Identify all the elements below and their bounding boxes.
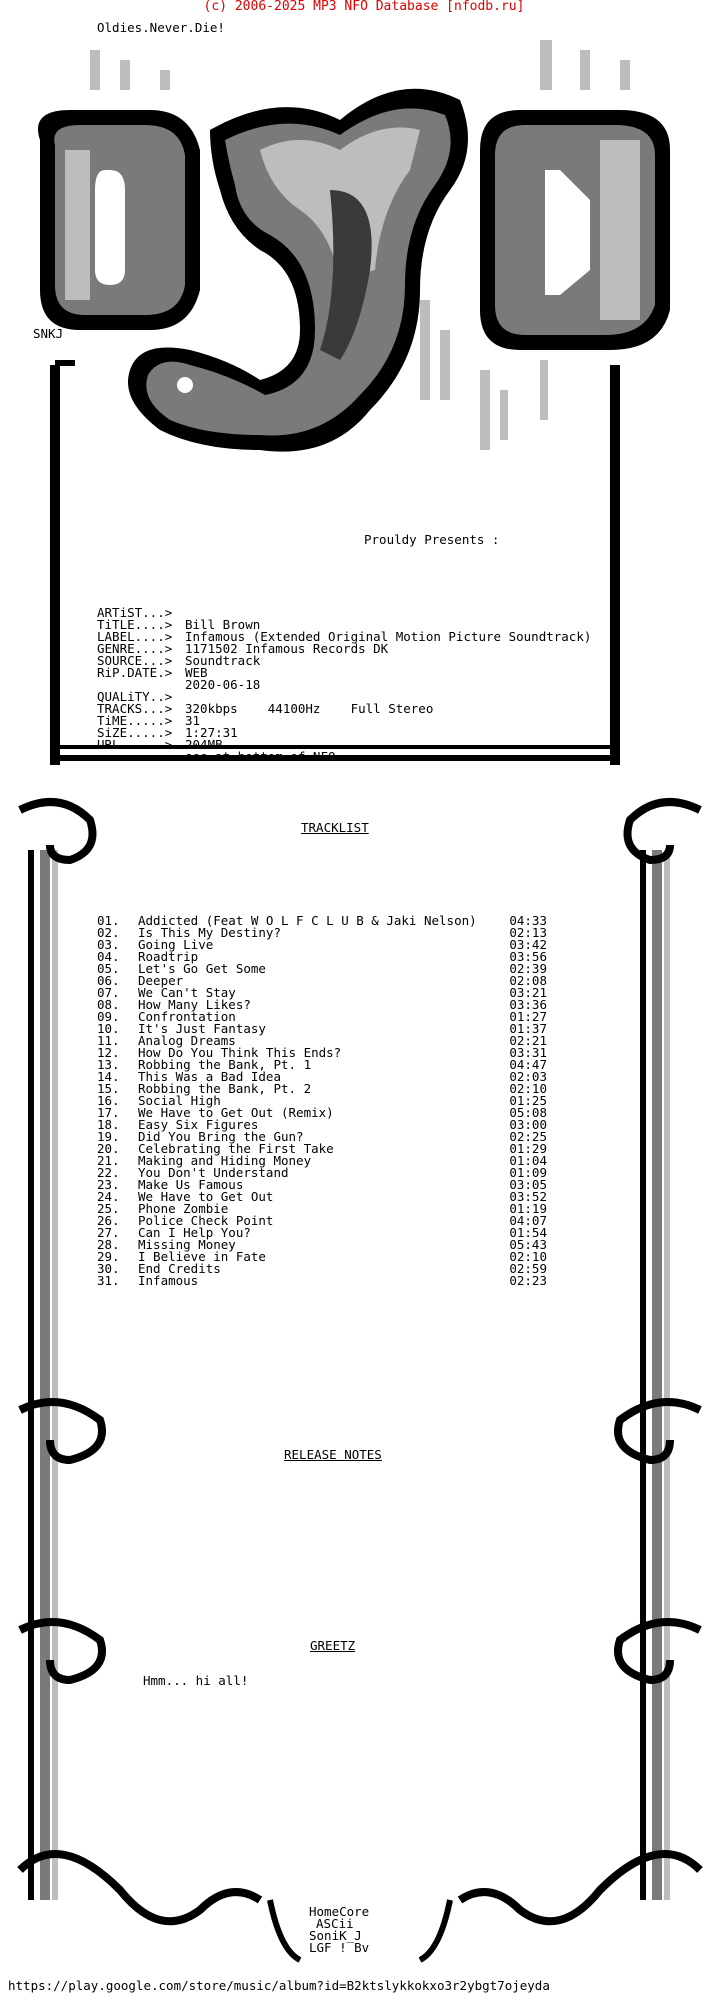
track-title: Going Live	[138, 937, 214, 952]
track-title: We Have to Get Out	[138, 1189, 274, 1204]
track-number: 19.	[97, 1129, 120, 1144]
track-title: Phone Zombie	[138, 1201, 229, 1216]
info-key: TiME.....>	[97, 713, 173, 728]
track-time: 04:07	[509, 1213, 547, 1228]
track-number: 06.	[97, 973, 120, 988]
info-value: Infamous (Extended Original Motion Picture Soundtrack)	[185, 629, 592, 644]
track-time: 01:09	[509, 1165, 547, 1180]
info-key: RiP.DATE.>	[97, 665, 173, 680]
track-time: 02:08	[509, 973, 547, 988]
track-time: 02:13	[509, 925, 547, 940]
track-time: 02:03	[509, 1069, 547, 1084]
info-key: TiTLE....>	[97, 617, 173, 632]
credit-line: ASCii	[316, 1916, 354, 1931]
info-key: SiZE.....>	[97, 725, 173, 740]
info-key: GENRE....>	[97, 641, 173, 656]
track-number: 02.	[97, 925, 120, 940]
track-row	[97, 1275, 547, 1287]
section-greetz: GREETZ	[310, 1638, 356, 1653]
nfodb-credit: (c) 2006-2025 MP3 NFO Database [nfodb.ru]	[203, 0, 525, 14]
track-number: 31.	[97, 1273, 120, 1288]
track-time: 02:10	[509, 1249, 547, 1264]
track-title: Did You Bring the Gun?	[138, 1129, 304, 1144]
track-number: 07.	[97, 985, 120, 1000]
track-title: Let's Go Get Some	[138, 961, 266, 976]
track-time: 03:56	[509, 949, 547, 964]
track-number: 22.	[97, 1165, 120, 1180]
track-title: How Many Likes?	[138, 997, 251, 1012]
track-title: I Believe in Fate	[138, 1249, 266, 1264]
track-time: 03:05	[509, 1177, 547, 1192]
info-key: TRACKS...>	[97, 701, 173, 716]
info-key: URL......>	[97, 737, 173, 752]
greetz-text: Hmm... hi all!	[143, 1673, 249, 1688]
track-title: Analog Dreams	[138, 1033, 236, 1048]
track-title: Addicted (Feat W O L F C L U B & Jaki Nelson)	[138, 913, 477, 928]
info-value: 204MB	[185, 737, 223, 752]
track-time: 01:19	[509, 1201, 547, 1216]
info-value: 31	[185, 713, 201, 728]
presents-line: Prouldy Presents :	[364, 532, 500, 547]
info-key: QUALiTY..>	[97, 689, 173, 704]
info-value: WEB	[185, 665, 208, 680]
motto: Oldies.Never.Die!	[97, 20, 225, 35]
track-title: Is This My Destiny?	[138, 925, 281, 940]
track-title: How Do You Think This Ends?	[138, 1045, 342, 1060]
track-number: 09.	[97, 1009, 120, 1024]
track-time: 04:33	[509, 913, 547, 928]
info-value: see at bottom of NFO	[185, 749, 336, 764]
track-title: Celebrating the First Take	[138, 1141, 334, 1156]
info-value: 1:27:31	[185, 725, 238, 740]
track-time: 01:37	[509, 1021, 547, 1036]
track-number: 18.	[97, 1117, 120, 1132]
track-time: 05:08	[509, 1105, 547, 1120]
track-title: Can I Help You?	[138, 1225, 251, 1240]
info-value: 1171502 Infamous Records DK	[185, 641, 389, 656]
track-time: 04:47	[509, 1057, 547, 1072]
track-time: 03:42	[509, 937, 547, 952]
info-value: Bill Brown	[185, 617, 261, 632]
section-tracklist: TRACKLIST	[301, 820, 369, 835]
credit-line: HomeCore	[309, 1904, 370, 1919]
track-number: 30.	[97, 1261, 120, 1276]
track-time: 02:59	[509, 1261, 547, 1276]
track-title: Make Us Famous	[138, 1177, 244, 1192]
track-title: Robbing the Bank, Pt. 2	[138, 1081, 312, 1096]
track-time: 01:27	[509, 1009, 547, 1024]
track-title: This Was a Bad Idea	[138, 1069, 281, 1084]
track-time: 01:54	[509, 1225, 547, 1240]
track-title: We Have to Get Out (Remix)	[138, 1105, 334, 1120]
track-number: 29.	[97, 1249, 120, 1264]
track-title: We Can't Stay	[138, 985, 236, 1000]
track-title: Confrontation	[138, 1009, 236, 1024]
track-time: 01:04	[509, 1153, 547, 1168]
info-key: LABEL....>	[97, 629, 173, 644]
track-number: 16.	[97, 1093, 120, 1108]
track-time: 01:25	[509, 1093, 547, 1108]
track-time: 03:52	[509, 1189, 547, 1204]
track-time: 01:29	[509, 1141, 547, 1156]
credit-line: SoniK_J	[309, 1928, 362, 1943]
info-value: 320kbps 44100Hz Full Stereo	[185, 701, 434, 716]
track-number: 13.	[97, 1057, 120, 1072]
track-number: 20.	[97, 1141, 120, 1156]
track-title: Police Check Point	[138, 1213, 274, 1228]
track-title: Missing Money	[138, 1237, 236, 1252]
info-key: SOURCE...>	[97, 653, 173, 668]
track-number: 24.	[97, 1189, 120, 1204]
track-title: Social High	[138, 1093, 221, 1108]
track-number: 17.	[97, 1105, 120, 1120]
track-time: 02:10	[509, 1081, 547, 1096]
track-number: 27.	[97, 1225, 120, 1240]
track-number: 26.	[97, 1213, 120, 1228]
info-value: Soundtrack	[185, 653, 261, 668]
track-time: 03:21	[509, 985, 547, 1000]
track-time: 02:23	[509, 1273, 547, 1288]
track-title: Deeper	[138, 973, 184, 988]
track-number: 21.	[97, 1153, 120, 1168]
track-title: It's Just Fantasy	[138, 1021, 266, 1036]
track-title: Making and Hiding Money	[138, 1153, 312, 1168]
track-number: 04.	[97, 949, 120, 964]
track-title: Robbing the Bank, Pt. 1	[138, 1057, 312, 1072]
track-number: 11.	[97, 1033, 120, 1048]
track-number: 15.	[97, 1081, 120, 1096]
footer-url[interactable]: https://play.google.com/store/music/album?id=B2ktslykkokxo3r2ybgt7ojeyda	[8, 1978, 550, 1993]
artist-tag: SNKJ	[33, 326, 64, 341]
track-time: 03:36	[509, 997, 547, 1012]
info-key: ARTiST...>	[97, 605, 173, 620]
track-number: 03.	[97, 937, 120, 952]
track-title: Roadtrip	[138, 949, 199, 964]
track-time: 05:43	[509, 1237, 547, 1252]
track-number: 23.	[97, 1177, 120, 1192]
track-title: Easy Six Figures	[138, 1117, 259, 1132]
track-time: 02:39	[509, 961, 547, 976]
track-number: 08.	[97, 997, 120, 1012]
track-time: 03:00	[509, 1117, 547, 1132]
section-release-notes: RELEASE NOTES	[284, 1447, 382, 1462]
track-time: 02:25	[509, 1129, 547, 1144]
track-number: 12.	[97, 1045, 120, 1060]
track-number: 05.	[97, 961, 120, 976]
track-time: 02:21	[509, 1033, 547, 1048]
track-number: 28.	[97, 1237, 120, 1252]
info-value: 2020-06-18	[185, 677, 261, 692]
track-number: 10.	[97, 1021, 120, 1036]
track-number: 14.	[97, 1069, 120, 1084]
track-time: 03:31	[509, 1045, 547, 1060]
track-number: 01.	[97, 913, 120, 928]
track-number: 25.	[97, 1201, 120, 1216]
track-title: Infamous	[138, 1273, 199, 1288]
credit-line: LGF ! Bv	[309, 1940, 370, 1955]
track-title: You Don't Understand	[138, 1165, 289, 1180]
track-title: End Credits	[138, 1261, 221, 1276]
